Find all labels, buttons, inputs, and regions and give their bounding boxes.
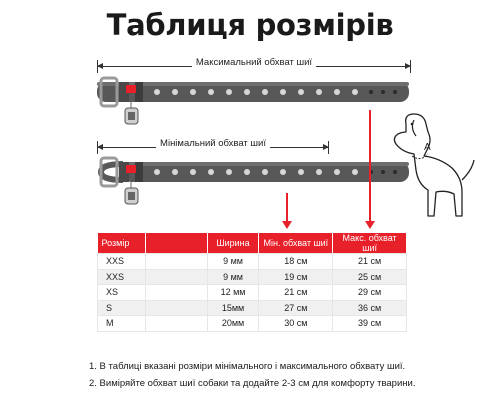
table-row [98,316,407,332]
cell-min-girth: 19 см [259,269,333,285]
cell-min-girth: 18 см [259,254,333,270]
header-max-girth: Макс. обхват шиї [333,233,407,254]
cell-min-girth: 27 см [259,300,333,316]
dog-icon [388,110,480,220]
header-blank [145,233,207,254]
min-girth-measure [97,138,329,152]
cell-max-girth: 39 см [333,316,407,332]
cell-min-girth: 21 см [259,285,333,301]
cell-width: 20мм [207,316,259,332]
cell-width: 15мм [207,300,259,316]
note-item: 1. В таблиці вказані розміри мінімального і максимального обхвату шиї. [89,361,406,372]
max-girth-measure [97,57,411,71]
cell-blank [145,316,207,332]
cell-blank [145,285,207,301]
cell-blank [145,300,207,316]
dog-point-label: A [424,142,431,153]
cell-max-girth: 36 см [333,300,407,316]
cell-width: 9 мм [207,254,259,270]
max-column-arrow [369,110,371,223]
cell-size: S [98,300,146,316]
cell-width: 12 мм [207,285,259,301]
collar-max-image [95,72,415,134]
cell-max-girth: 21 см [333,254,407,270]
size-table [97,233,407,332]
max-girth-label: Максимальний обхват шиї [192,57,316,68]
table-header-row [98,233,407,254]
header-width: Ширина [207,233,259,254]
cell-size: XXS [98,269,146,285]
cell-size: M [98,316,146,332]
min-girth-label: Мінімальний обхват шиї [156,138,270,149]
table-row [98,254,407,270]
page-title: Таблиця розмірів [106,8,394,42]
cell-max-girth: 25 см [333,269,407,285]
notes [89,358,415,392]
cell-size: XXS [98,254,146,270]
min-column-arrow [286,193,288,223]
cell-size: XS [98,285,146,301]
cell-blank [145,269,207,285]
cell-width: 9 мм [207,269,259,285]
table-row [98,300,407,316]
table-row [98,285,407,301]
cell-blank [145,254,207,270]
header-min-girth: Мін. обхват шиї [259,233,333,254]
cell-min-girth: 30 см [259,316,333,332]
table-row [98,269,407,285]
header-size: Розмір [98,233,146,254]
note-item: 2. Виміряйте обхват шиї собаки та додайте 2-3 см для комфорту тварини. [89,378,416,389]
collar-min-image [95,152,415,214]
cell-max-girth: 29 см [333,285,407,301]
